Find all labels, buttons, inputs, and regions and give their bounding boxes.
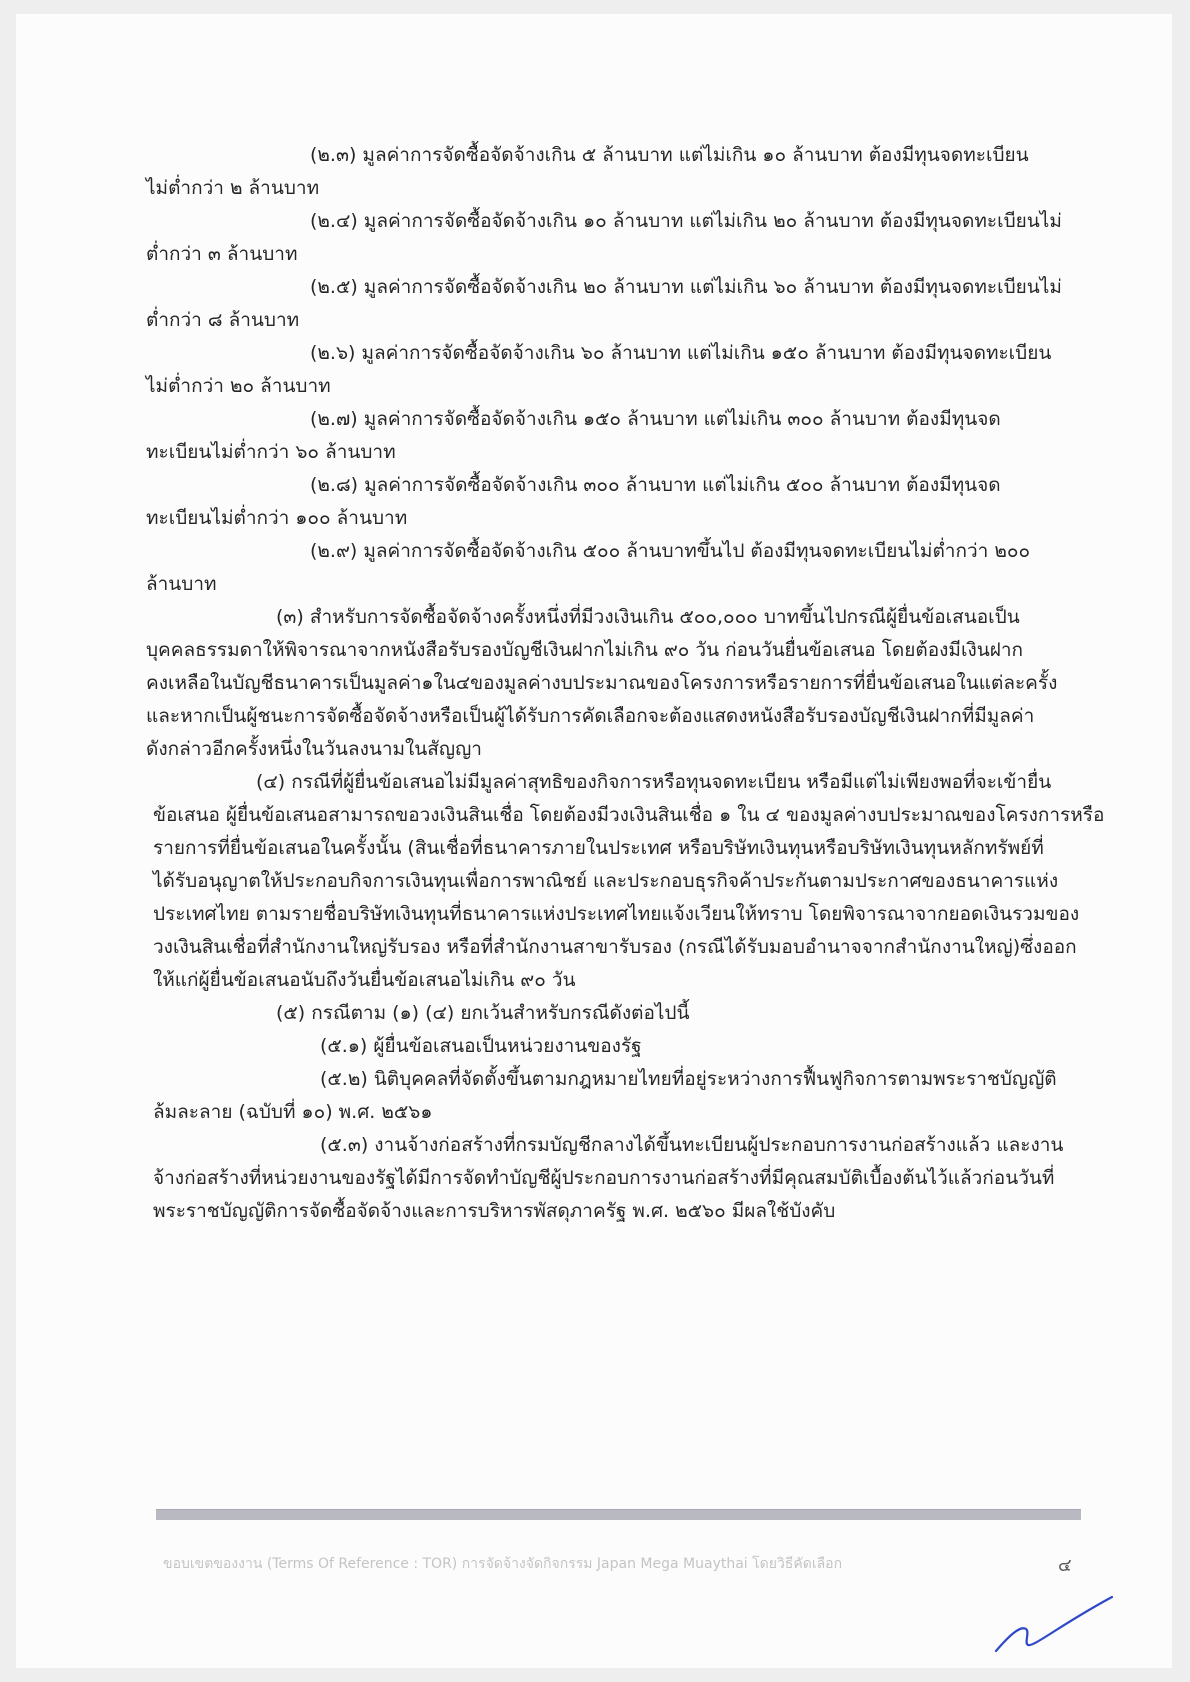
signature-icon: [990, 1585, 1120, 1657]
text-line: (๕) กรณีตาม (๑) (๔) ยกเว้นสำหรับกรณีดังต่อไปนี้: [276, 1002, 690, 1024]
text-line: (๒.๘) มูลค่าการจัดซื้อจัดจ้างเกิน ๓๐๐ ล้านบาท แต่ไม่เกิน ๕๐๐ ล้านบาท ต้องมีทุนจด: [310, 474, 1001, 496]
text-line: ได้รับอนุญาตให้ประกอบกิจการเงินทุนเพื่อการพาณิชย์ และประกอบธุรกิจค้าประกันตามประกาศของธนาคารแห่ง: [153, 870, 1059, 892]
text-line: (๒.๙) มูลค่าการจัดซื้อจัดจ้างเกิน ๕๐๐ ล้านบาทขึ้นไป ต้องมีทุนจดทะเบียนไม่ต่ำกว่า ๒๐๐: [310, 540, 1031, 562]
text-line: (๒.๖) มูลค่าการจัดซื้อจัดจ้างเกิน ๖๐ ล้านบาท แต่ไม่เกิน ๑๕๐ ล้านบาท ต้องมีทุนจดทะเบียน: [310, 342, 1052, 364]
text-line: (๒.๗) มูลค่าการจัดซื้อจัดจ้างเกิน ๑๕๐ ล้านบาท แต่ไม่เกิน ๓๐๐ ล้านบาท ต้องมีทุนจด: [310, 408, 1001, 430]
text-line: (๒.๓) มูลค่าการจัดซื้อจัดจ้างเกิน ๕ ล้านบาท แต่ไม่เกิน ๑๐ ล้านบาท ต้องมีทุนจดทะเบียน: [310, 144, 1029, 166]
text-line: (๓) สำหรับการจัดซื้อจัดจ้างครั้งหนึ่งที่มีวงเงินเกิน ๕๐๐,๐๐๐ บาทขึ้นไปกรณีผู้ยื่นข้อเสนอเป็น: [276, 606, 1020, 628]
text-line: ล้านบาท: [146, 573, 217, 595]
text-line: (๕.๑) ผู้ยื่นข้อเสนอเป็นหน่วยงานของรัฐ: [320, 1035, 642, 1057]
text-line: ข้อเสนอ ผู้ยื่นข้อเสนอสามารถขอวงเงินสินเชื่อ โดยต้องมีวงเงินสินเชื่อ ๑ ใน ๔ ของมูลค่างบประมาณของโครงการหรือ: [153, 804, 1105, 826]
text-line: และหากเป็นผู้ชนะการจัดซื้อจัดจ้างหรือเป็นผู้ได้รับการคัดเลือกจะต้องแสดงหนังสือรับรองบัญชีเงินฝากที่มีมูลค่า: [146, 705, 1035, 727]
text-line: วงเงินสินเชื่อที่สำนักงานใหญ่รับรอง หรือที่สำนักงานสาขารับรอง (กรณีได้รับมอบอำนาจจากสำนักงานใหญ่)ซึ่งออก: [153, 936, 1077, 958]
text-line: (๕.๓) งานจ้างก่อสร้างที่กรมบัญชีกลางได้ขึ้นทะเบียนผู้ประกอบการงานก่อสร้างแล้ว และงาน: [320, 1134, 1064, 1156]
footer-text: ขอบเขตของงาน (Terms Of Reference : TOR) การจัดจ้างจัดกิจกรรม Japan Mega Muaythai โดยวิธีคัดเลือก: [163, 1556, 843, 1572]
text-line: ต่ำกว่า ๓ ล้านบาท: [146, 243, 298, 265]
text-line: จ้างก่อสร้างที่หน่วยงานของรัฐได้มีการจัดทำบัญชีผู้ประกอบการงานก่อสร้างที่มีคุณสมบัติเบื้องต้นไว้แล้วก่อนวันที่: [153, 1167, 1055, 1189]
text-line: (๕.๒) นิติบุคคลที่จัดตั้งขึ้นตามกฎหมายไทยที่อยู่ระหว่างการฟื้นฟูกิจการตามพระราชบัญญัติ: [320, 1068, 1057, 1090]
text-line: ไม่ต่ำกว่า ๒๐ ล้านบาท: [146, 375, 331, 397]
text-line: ล้มละลาย (ฉบับที่ ๑๐) พ.ศ. ๒๕๖๑: [153, 1101, 433, 1123]
footer-divider: [156, 1509, 1081, 1520]
text-line: ดังกล่าวอีกครั้งหนึ่งในวันลงนามในสัญญา: [146, 738, 482, 760]
text-line: ให้แก่ผู้ยื่นข้อเสนอนับถึงวันยื่นข้อเสนอไม่เกิน ๙๐ วัน: [153, 969, 576, 991]
text-line: ทะเบียนไม่ต่ำกว่า ๑๐๐ ล้านบาท: [146, 507, 408, 529]
text-line: ต่ำกว่า ๘ ล้านบาท: [146, 309, 300, 331]
text-line: คงเหลือในบัญชีธนาคารเป็นมูลค่า๑ใน๔ของมูลค่างบประมาณของโครงการหรือรายการที่ยื่นข้อเสนอในแต่ละครั้ง: [146, 672, 1058, 694]
text-line: รายการที่ยื่นข้อเสนอในครั้งนั้น (สินเชื่อที่ธนาคารภายในประเทศ หรือบริษัทเงินทุนหรือบริษัทเงินทุนหลักทรัพย์ที่: [153, 837, 1044, 859]
text-line: พระราชบัญญัติการจัดซื้อจัดจ้างและการบริหารพัสดุภาครัฐ พ.ศ. ๒๕๖๐ มีผลใช้บังคับ: [153, 1200, 836, 1222]
text-line: ทะเบียนไม่ต่ำกว่า ๖๐ ล้านบาท: [146, 441, 396, 463]
page-number: ๔: [1058, 1555, 1072, 1576]
text-line: ประเทศไทย ตามรายชื่อบริษัทเงินทุนที่ธนาคารแห่งประเทศไทยแจ้งเวียนให้ทราบ โดยพิจารณาจากยอดเงินรวมของ: [153, 903, 1080, 925]
text-line: ไม่ต่ำกว่า ๒ ล้านบาท: [146, 177, 320, 199]
text-line: (๒.๕) มูลค่าการจัดซื้อจัดจ้างเกิน ๒๐ ล้านบาท แต่ไม่เกิน ๖๐ ล้านบาท ต้องมีทุนจดทะเบียนไม่: [310, 276, 1062, 298]
text-line: (๔) กรณีที่ผู้ยื่นข้อเสนอไม่มีมูลค่าสุทธิของกิจการหรือทุนจดทะเบียน หรือมีแต่ไม่เพียงพอที่จะเข้ายื่น: [256, 771, 1052, 793]
text-line: (๒.๔) มูลค่าการจัดซื้อจัดจ้างเกิน ๑๐ ล้านบาท แต่ไม่เกิน ๒๐ ล้านบาท ต้องมีทุนจดทะเบียนไม่: [310, 210, 1062, 232]
text-line: บุคคลธรรมดาให้พิจารณาจากหนังสือรับรองบัญชีเงินฝากไม่เกิน ๙๐ วัน ก่อนวันยื่นข้อเสนอ โดยต้องมีเงินฝาก: [146, 639, 1024, 661]
